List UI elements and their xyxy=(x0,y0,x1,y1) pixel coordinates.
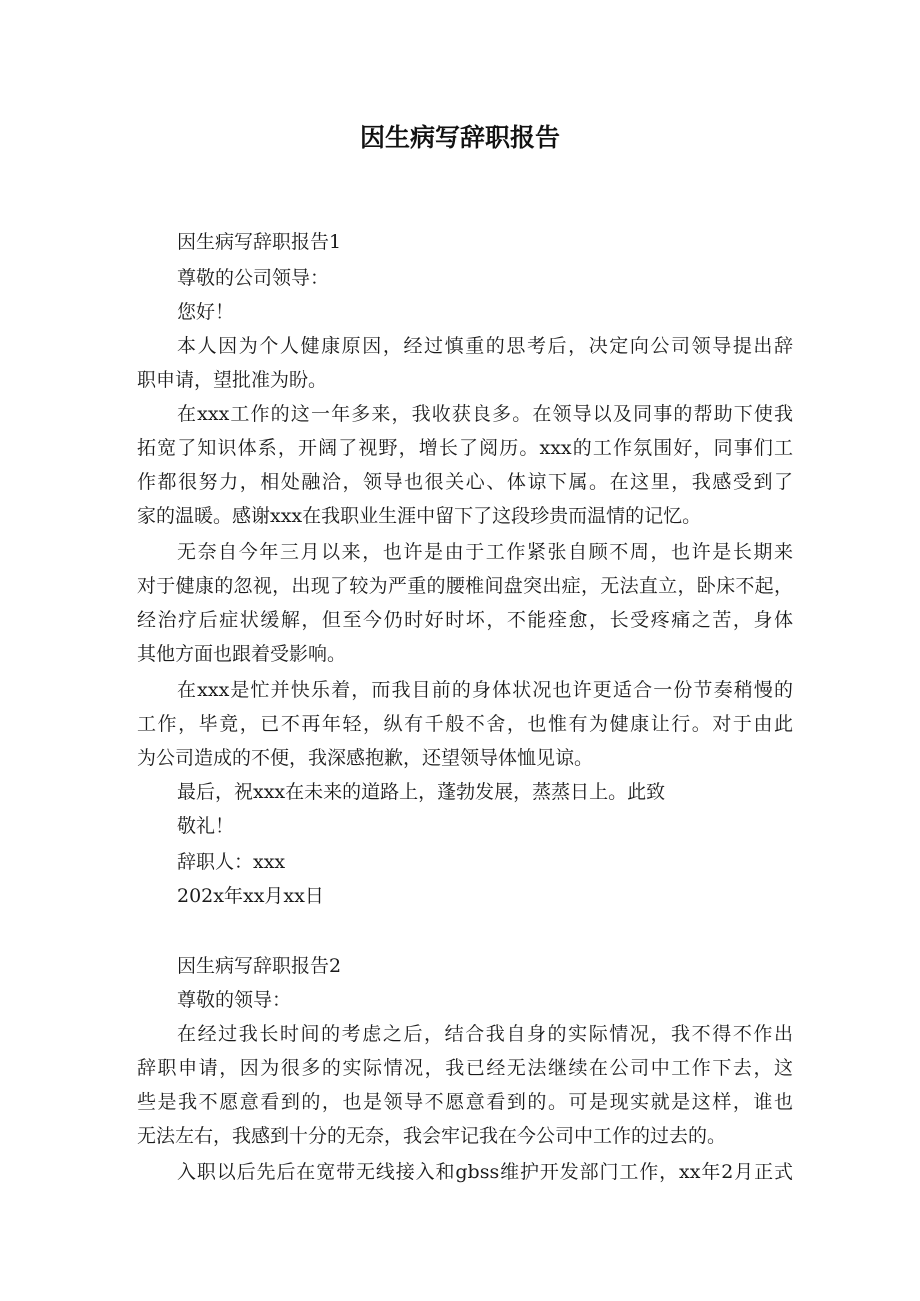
letter2-p1-line: 辞职申请，因为很多的实际情况，我已经无法继续在公司中工作下去，这 xyxy=(137,1057,793,1079)
letter2-p1-line: 些是我不愿意看到的，也是领导不愿意看到的。可是现实就是这样，谁也 xyxy=(137,1091,793,1113)
letter1-p2-line: 家的温暖。感谢xxx在我职业生涯中留下了这段珍贵而温情的记忆。 xyxy=(137,505,702,527)
letter1-p4-line: 在xxx是忙并快乐着，而我目前的身体状况也许更适合一份节奏稍慢的 xyxy=(177,679,793,701)
letter1-salutation: 尊敬的公司领导： xyxy=(177,267,330,289)
letter1-date: 202x年xx月xx日 xyxy=(177,885,324,907)
letter2-salutation: 尊敬的领导： xyxy=(177,989,292,1011)
letter1-p3-line: 对于健康的忽视，出现了较为严重的腰椎间盘突出症，无法直立，卧床不起， xyxy=(137,575,793,597)
letter1-p3-line: 经治疗后症状缓解，但至今仍时好时坏，不能痊愈，长受疼痛之苦，身体 xyxy=(137,609,793,631)
letter1-p4-line: 工作，毕竟，已不再年轻，纵有千般不舍，也惟有为健康让行。对于由此 xyxy=(137,713,793,735)
letter1-p3-line: 无奈自今年三月以来，也许是由于工作紧张自顾不周，也许是长期来 xyxy=(177,541,793,563)
letter1-p1-line: 职申请，望批准为盼。 xyxy=(137,369,328,391)
letter2-heading: 因生病写辞职报告2 xyxy=(177,955,342,977)
document-title: 因生病写辞职报告 xyxy=(359,123,560,152)
letter1-p4-line: 为公司造成的不便，我深感抱歉，还望领导体恤见谅。 xyxy=(137,747,594,769)
letter1-signer: 辞职人：xxx xyxy=(177,851,286,873)
letter1-regards: 敬礼！ xyxy=(177,815,235,837)
letter2-p1-line: 无法左右，我感到十分的无奈，我会牢记我在今公司中工作的过去的。 xyxy=(137,1125,727,1147)
letter1-heading: 因生病写辞职报告1 xyxy=(177,231,342,253)
letter1-p3-line: 其他方面也跟着受影响。 xyxy=(137,643,347,665)
letter1-p2-line: 拓宽了知识体系，开阔了视野，增长了阅历。xxx的工作氛围好，同事们工 xyxy=(137,437,793,459)
letter1-p1-line: 本人因为个人健康原因，经过慎重的思考后，决定向公司领导提出辞 xyxy=(177,335,793,357)
letter2-p1-line: 在经过我长时间的考虑之后，结合我自身的实际情况，我不得不作出 xyxy=(177,1023,793,1045)
letter2-p2-line: 入职以后先后在宽带无线接入和gbss维护开发部门工作，xx年2月正式 xyxy=(177,1161,793,1183)
letter1-p2-line: 在xxx工作的这一年多来，我收获良多。在领导以及同事的帮助下使我 xyxy=(177,403,793,425)
letter1-greeting: 您好！ xyxy=(177,301,235,323)
letter1-closing: 最后，祝xxx在未来的道路上，蓬勃发展，蒸蒸日上。此致 xyxy=(177,781,666,803)
letter1-p2-line: 作都很努力，相处融洽，领导也很关心、体谅下属。在这里，我感受到了 xyxy=(137,471,793,493)
